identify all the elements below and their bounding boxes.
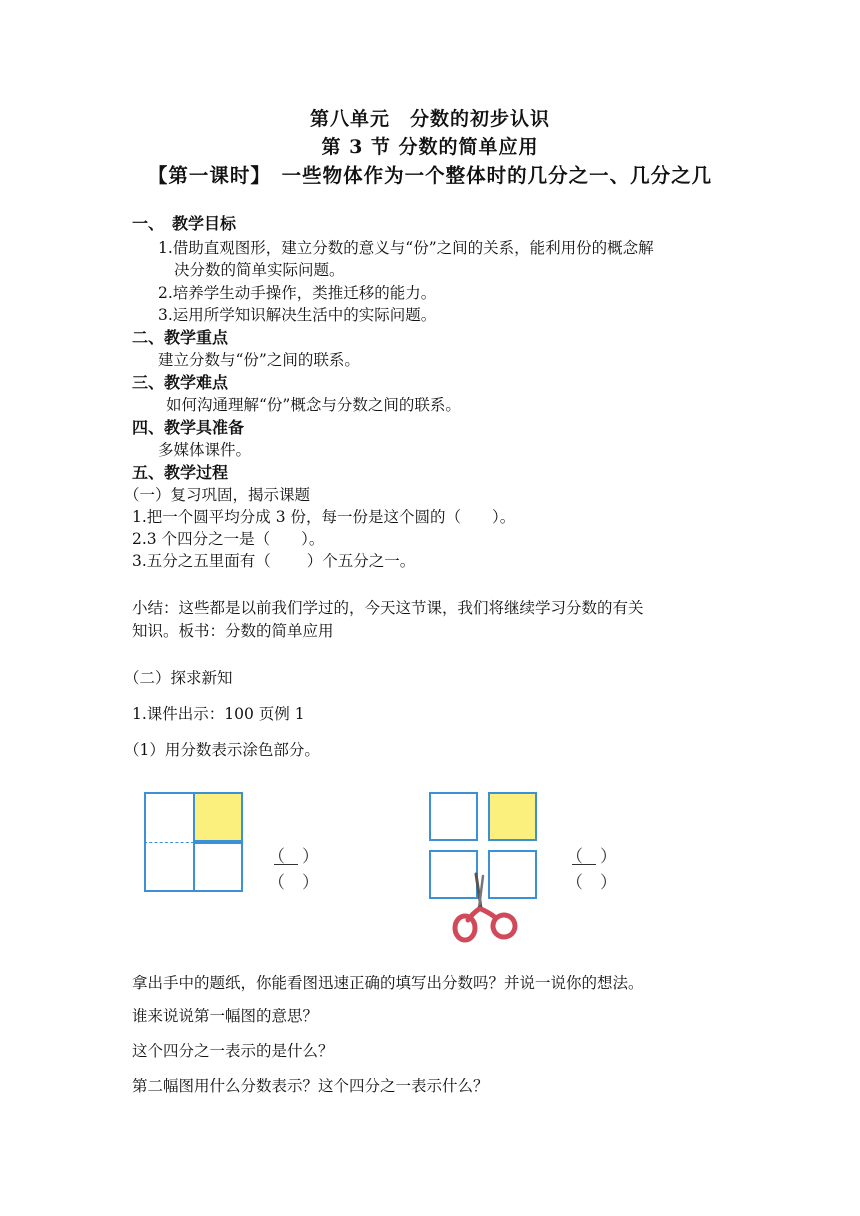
goal-item-3: 3.运用所学知识解决生活中的实际问题。 <box>158 306 437 324</box>
review-question-1: 1.把一个圆平均分成 3 份，每一份是这个圆的（ ）。 <box>132 508 516 526</box>
key-points-heading: 二、教学重点 <box>132 328 229 347</box>
paragraph-1: 拿出手中的题纸，你能看图迅速正确的填写出分数吗？并说一说你的想法。 <box>132 974 644 992</box>
section-title: 第 3 节 分数的简单应用 <box>321 136 539 158</box>
fraction-blank-2[interactable] <box>566 842 617 893</box>
task-instruction: （1）用分数表示涂色部分。 <box>124 741 320 759</box>
numerator-blank: （ ） <box>566 847 617 867</box>
difficulties-heading: 三、教学难点 <box>132 373 229 392</box>
fraction-blank-1[interactable] <box>268 842 319 893</box>
review-question-3: 3.五分之五里面有（ ）个五分之一。 <box>132 552 416 570</box>
solid-divider-lower <box>193 842 243 892</box>
solid-divider-vertical <box>193 792 195 842</box>
numerator-blank: （ ） <box>268 847 319 867</box>
cut-square-top-right-shaded <box>488 792 537 841</box>
materials-heading: 四、教学具准备 <box>132 418 245 437</box>
shaded-quarter <box>193 792 243 842</box>
review-question-2: 2.3 个四分之一是（ ）。 <box>132 530 325 548</box>
dashed-divider-horizontal <box>144 842 194 843</box>
goals-heading: 一、 教学目标 <box>132 214 237 233</box>
summary-line-2: 知识。板书：分数的简单应用 <box>132 622 334 640</box>
goal-item-1-cont: 决分数的简单实际问题。 <box>174 261 345 279</box>
cut-square-top-left <box>429 792 478 841</box>
goal-item-2: 2.培养学生动手操作，类推迁移的能力。 <box>158 284 437 302</box>
paragraph-2: 谁来说说第一幅图的意思？ <box>132 1007 319 1025</box>
fraction-bar <box>572 864 596 865</box>
denominator-blank: （ ） <box>268 873 319 893</box>
part2-title: （二）探求新知 <box>124 669 233 687</box>
paragraph-3: 这个四分之一表示的是什么？ <box>132 1042 334 1060</box>
difficulties-text: 如何沟通理解“份”概念与分数之间的联系。 <box>166 396 461 414</box>
example-reference: 1.课件出示：100 页例 1 <box>132 705 305 723</box>
materials-text: 多媒体课件。 <box>158 441 252 459</box>
goal-item-1: 1.借助直观图形，建立分数的意义与“份”之间的关系，能利用份的概念解 <box>158 239 654 257</box>
process-heading: 五、教学过程 <box>132 463 229 482</box>
summary-line-1: 小结：这些都是以前我们学过的，今天这节课，我们将继续学习分数的有关 <box>132 599 644 617</box>
denominator-blank: （ ） <box>566 873 617 893</box>
part1-title: （一）复习巩固，揭示课题 <box>124 486 311 504</box>
fraction-bar <box>274 864 298 865</box>
key-points-text: 建立分数与“份”之间的联系。 <box>158 351 360 369</box>
scissors-icon <box>450 872 522 944</box>
unit-title: 第八单元 分数的初步认识 <box>309 108 550 130</box>
paragraph-4: 第二幅图用什么分数表示？这个四分之一表示什么？ <box>132 1077 489 1095</box>
lesson-title: 【第一课时】 一些物体作为一个整体时的几分之一、几分之几 <box>147 164 713 187</box>
